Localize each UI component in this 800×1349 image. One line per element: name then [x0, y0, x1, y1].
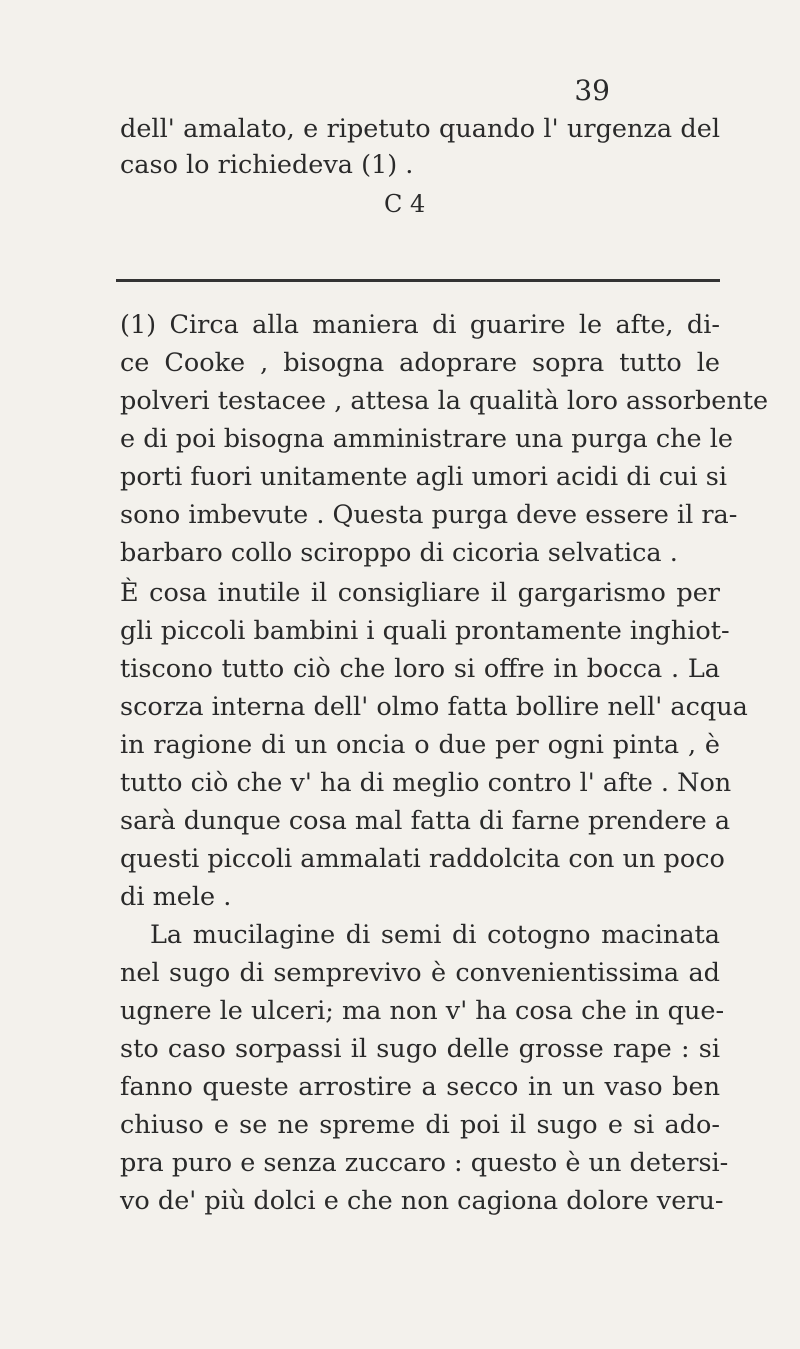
footnote-line: nel sugo di semprevivo è convenientissima ad: [120, 958, 720, 988]
footnote-line: È cosa inutile il consigliare il gargarismo per: [120, 578, 720, 608]
footnote-line: porti fuori unitamente agli umori acidi di cui si: [120, 462, 727, 492]
footnote-line: questi piccoli ammalati raddolcita con un poco: [120, 844, 725, 874]
footnote-line: ugnere le ulceri; ma non v' ha cosa che in que-: [120, 996, 725, 1026]
footnote-line: fanno queste arrostire a secco in un vaso ben: [120, 1072, 720, 1102]
footnote-line: chiuso e se ne spreme di poi il sugo e si ado-: [120, 1110, 720, 1140]
footnote-line: tutto ciò che v' ha di meglio contro l' afte . Non: [120, 768, 732, 798]
footnote-line: ce Cooke , bisogna adoprare sopra tutto le: [120, 348, 720, 378]
footnote-line: vo de' più dolci e che non cagiona dolore veru-: [120, 1186, 724, 1216]
footnote-line: di mele .: [120, 882, 232, 912]
footnote-line: sono imbevute . Questa purga deve essere il ra-: [120, 500, 738, 530]
footnote-line: e di poi bisogna amministrare una purga che le: [120, 424, 733, 454]
page-number: 39: [574, 74, 610, 107]
main-text-line: dell' amalato, e ripetuto quando l' urgenza del: [120, 114, 720, 144]
main-text-line: caso lo richiedeva (1) .: [120, 150, 414, 180]
footnote-line: La mucilagine di semi di cotogno macinata: [150, 920, 720, 950]
footnote-line: pra puro e senza zuccaro : questo è un detersi-: [120, 1148, 729, 1178]
footnote-line: scorza interna dell' olmo fatta bollire nell' acqua: [120, 692, 748, 722]
footnote-line: barbaro collo sciroppo di cicoria selvatica .: [120, 538, 678, 568]
footnote-line: gli piccoli bambini i quali prontamente inghiot-: [120, 616, 730, 646]
footnote-divider: [116, 279, 720, 282]
footnote-line: sarà dunque cosa mal fatta di farne prendere a: [120, 806, 731, 836]
footnote-line: polveri testacee , attesa la qualità loro assorbente: [120, 386, 769, 416]
footnote-line: sto caso sorpassi il sugo delle grosse rape : si: [120, 1034, 720, 1064]
signature-mark: C 4: [384, 190, 426, 218]
footnote-line: in ragione di un oncia o due per ogni pinta , è: [120, 730, 720, 760]
footnote-line: tiscono tutto ciò che loro si offre in bocca . La: [120, 654, 720, 684]
footnote-line: (1) Circa alla maniera di guarire le afte, di-: [120, 310, 720, 340]
